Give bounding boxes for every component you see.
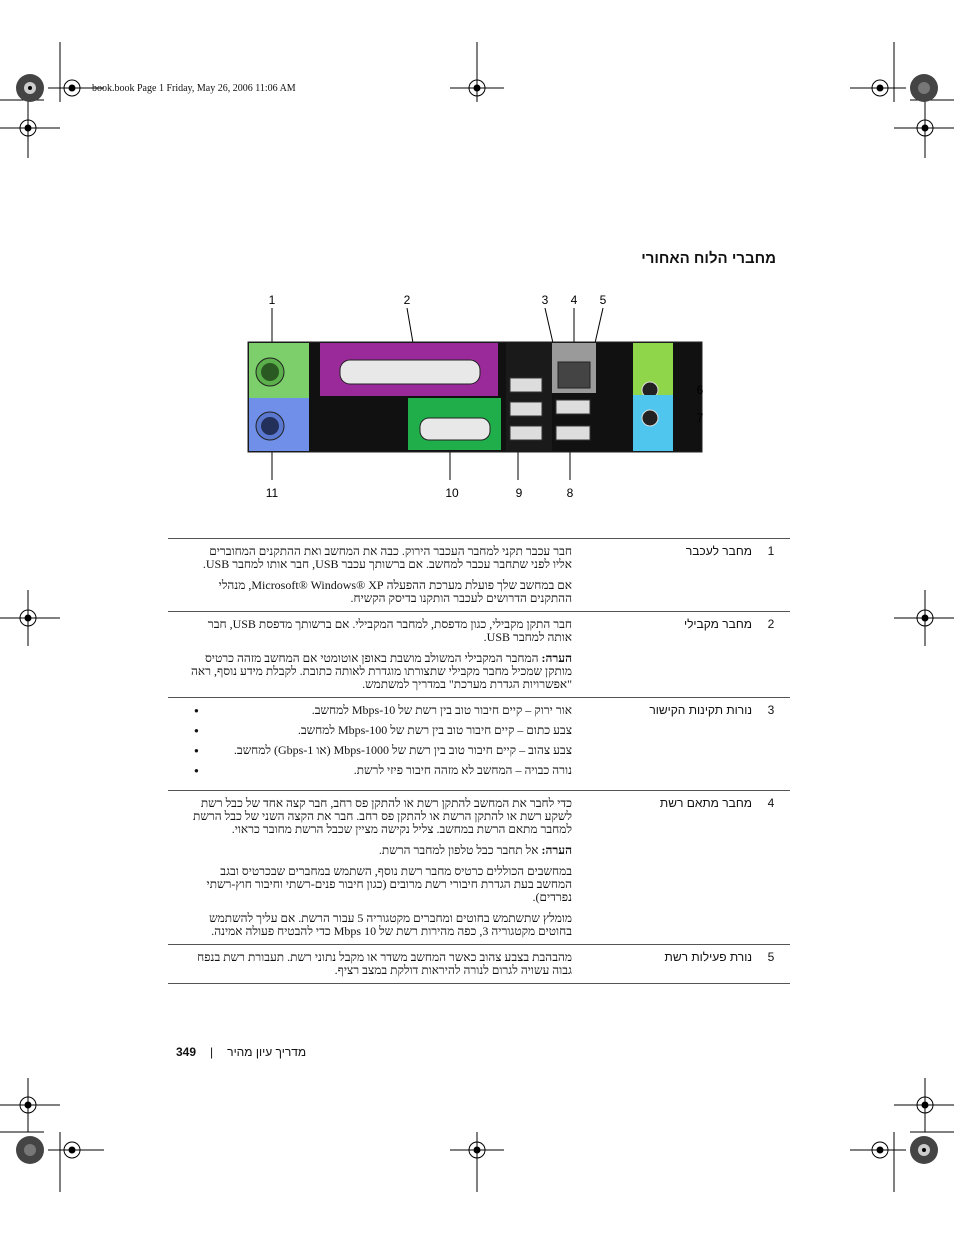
row-description	[168, 791, 572, 945]
note-text: אל תחבר כבל טלפון למחבר הרשת.	[378, 843, 539, 857]
callout-6: 6	[696, 383, 704, 397]
list-item: צבע כתום – קיים חיבור טוב בין רשת של 100-Mbps למחשב. ●	[188, 724, 572, 737]
table-row	[168, 612, 790, 698]
description-paragraph: במחשבים הכוללים כרטיס מחבר רשת נוסף, השתמש במחברים שבכרטיס ובגב המחשב בעת הגדרת חיבורי רשת מרובים (כגון חיבור פנים-רשתי וחיבור חוץ-רשתי נפרדים).	[206, 864, 572, 904]
page-number: 349	[176, 1045, 197, 1059]
row-description	[168, 612, 572, 698]
callout-4: 4	[570, 293, 578, 307]
note	[188, 652, 572, 691]
callout-11: 11	[265, 486, 279, 500]
footer-text: מדריך עיון מהיר	[227, 1045, 307, 1059]
row-name: מחבר לעכבר	[685, 544, 752, 558]
back-panel-diagram	[240, 290, 710, 510]
status-light-list	[188, 704, 572, 777]
callout-9: 9	[515, 486, 523, 500]
row-name: מחבר מתאם רשת	[659, 796, 752, 810]
list-item: נורה כבויה – המחשב לא מזהה חיבור פיזי לרשת. ●	[188, 764, 572, 777]
callout-1: 1	[268, 293, 276, 307]
note-label: הערה:	[541, 843, 572, 857]
connectors-table	[168, 538, 790, 984]
row-number: 2	[767, 617, 775, 631]
table-row	[168, 945, 790, 984]
print-header: book.book Page 1 Friday, May 26, 2006 11:06 AM	[92, 83, 296, 94]
serial-icon	[420, 418, 490, 440]
description-paragraph: חבר התקן מקבילי, כגון מדפסת, למחבר המקבילי. אם ברשותך מדפסת USB, חבר אותה למחבר USB.	[207, 617, 572, 644]
callout-3: 3	[541, 293, 549, 307]
row-name: נורות תקינות הקישור	[649, 703, 752, 717]
table-row	[168, 539, 790, 612]
description-paragraph: כדי לחבר את המחשב להתקן רשת או להתקן פס רחב, חבר קצה אחד של כבל רשת לשקע רשת או להתקן הרשת או להתקן פס רחב. חבר את הקצה השני של כבל הרשת למחבר מתאם הרשת במחשב. צליל נקישה מציין שכבל הרשת מחובר כראוי.	[193, 796, 572, 836]
note-text: המחבר המקבילי המשולב מושבת באופן אוטומטי אם המחשב מזהה כרטיס מותקן שמכיל מחבר מקבילי שתצורתו מוגדרת לאותה כתובת. לקבלת מידע נוסף, ראה "אפשרויות הגדרת מערכת" במדריך למשתמש.	[191, 651, 572, 691]
row-number: 4	[767, 796, 775, 810]
page-footer	[176, 1045, 306, 1059]
callout-7: 7	[696, 411, 704, 425]
row-number: 3	[767, 703, 775, 717]
description-paragraph: מומלץ שתשתמש בחוטים ומחברים מקטגוריה 5 עבור הרשת. אם עליך להשתמש בחוטים מקטגוריה 3, כפה מהירות רשת של 10 Mbps כדי להבטיח פעולה אמינה.	[209, 911, 572, 938]
row-number: 5	[767, 950, 775, 964]
row-description	[168, 698, 572, 791]
list-item: אור ירוק – קיים חיבור טוב בין רשת של 10-Mbps למחשב. ●	[188, 704, 572, 717]
line-in-icon	[642, 410, 658, 426]
list-item: צבע צהוב – קיים חיבור טוב בין רשת של 1000-Mbps (או 1-Gbps) למחשב. ●	[188, 744, 572, 757]
row-description	[168, 945, 572, 984]
row-number: 1	[767, 544, 775, 558]
parallel-icon	[340, 360, 480, 384]
footer-separator: |	[210, 1045, 214, 1059]
callout-5: 5	[599, 293, 607, 307]
note-label: הערה:	[541, 651, 572, 665]
row-name: נורת פעילות רשת	[664, 950, 752, 964]
table-row	[168, 698, 790, 791]
network-icon	[558, 362, 590, 388]
note	[188, 844, 572, 857]
usb-icon	[510, 378, 542, 392]
row-description	[168, 539, 572, 612]
callout-8: 8	[566, 486, 574, 500]
callout-10: 10	[445, 486, 459, 500]
description-paragraph: חבר עכבר תקני למחבר העכבר הירוק. כבה את המחשב ואת ההתקנים המחוברים אליו לפני שתחבר עכבר למחשב. אם ברשותך עכבר USB, חבר אותו למחבר USB.	[202, 544, 572, 571]
description-paragraph: אם במחשב שלך פועלת מערכת ההפעלה Microsoft® Windows® XP, מנהלי ההתקנים הדרושים לעכבר הותקנו בדיסק הקשיח.	[218, 578, 572, 605]
table-row	[168, 791, 790, 945]
page-title: מחברי הלוח האחורי	[641, 250, 776, 267]
row-name: מחבר מקבילי	[683, 617, 752, 631]
description-paragraph: מהבהבת בצבע צהוב כאשר המחשב משדר או מקבל נתוני רשת. תעבורת רשת בנפח גבוה עשויה לגרום לנורה להיראות דולקת במצב רציף.	[197, 950, 572, 977]
callout-2: 2	[403, 293, 411, 307]
